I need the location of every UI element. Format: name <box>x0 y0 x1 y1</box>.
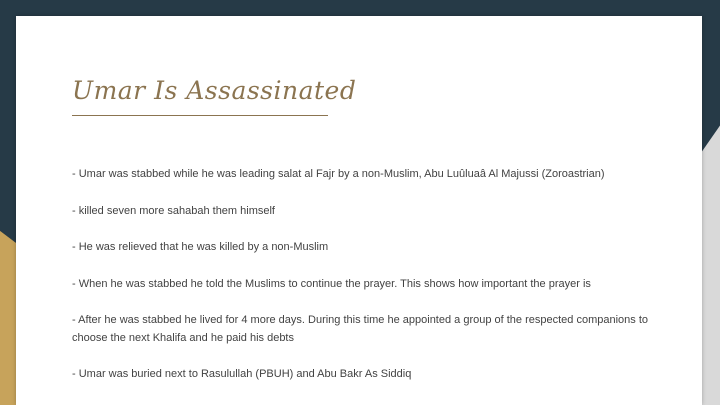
slide-card <box>16 16 702 405</box>
bullet-item: - After he was stabbed he lived for 4 more days. During this time he appointed a group of the respected companions to choose the next Khalifa and he paid his debts <box>72 314 649 344</box>
bullet-item: - Umar was buried next to Rasulullah (PBUH) and Abu Bakr As Siddiq <box>72 368 412 380</box>
bullet-item: - When he was stabbed he told the Muslims to continue the prayer. This shows how important the prayer is <box>72 277 591 290</box>
bullet-item: - Umar was stabbed while he was leading salat al Fajr by a non-Muslim, Abu Luûluaâ Al Majussi (Zoroastrian) <box>72 168 605 180</box>
bullet-item: - killed seven more sahabah them himself <box>72 204 275 217</box>
title-underline <box>72 115 328 116</box>
bullet-list <box>72 166 672 403</box>
slide-title: Umar Is Assassinated <box>72 76 357 105</box>
bullet-item: - He was relieved that he was killed by a non-Muslim <box>72 241 329 253</box>
